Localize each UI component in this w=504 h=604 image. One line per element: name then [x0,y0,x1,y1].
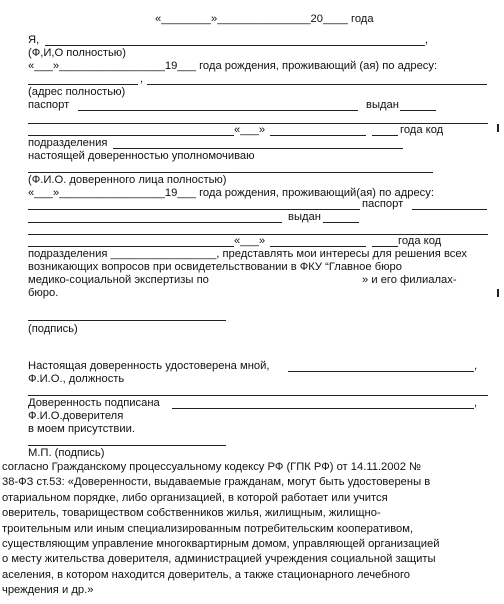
address-comma: , [140,73,144,85]
signature-line [28,320,226,321]
represent-text-4: бюро. [28,287,59,299]
issue-day: «___» [234,124,266,136]
signed-line [172,408,474,409]
proxy-issue-day: «___» [234,235,266,247]
edge-mark [497,289,499,297]
seal-line [28,445,226,446]
footnote: согласно Гражданскому процессуальному кодексу РФ (ГПК РФ) от 14.11.2002 № 38-ФЗ ст.53: «Доверенности, выдаваемые гражданам, могут быть удостоверены в отариальном порядке, либо организацией, в которой работает или учится оверитель, товариществом собственников жилья, жилищным, жилищно- троительным или иным специализированным потребительским кооперативом, существляющим управление многоквартирным домом, управляющей организацией о месту жительства доверителя, администрацией учреждения социальной защиты аселения, в котором находится доверитель, а также стационарного лечебного чреждения и др.» [2,461,440,597]
proxy-year-code-label: года код [398,235,442,247]
proxy-issued-pre-line [28,222,282,223]
year-code-label: года код [400,124,444,136]
issued-label: выдан [366,99,399,111]
proxy-issue-month-line [270,246,366,247]
proxy-issuer-line [28,246,234,247]
proxy-address-line [28,209,360,210]
position-label: Ф.И.О., должность [28,373,125,385]
issued-line [400,110,436,111]
division-line [113,148,403,149]
date-line: «________»_______________20____ года [155,13,374,25]
edge-mark [497,124,499,132]
represent-text-3: медико-социальной экспертизы по [28,274,209,286]
issue-year-line [372,135,398,136]
principal-label: Я, [28,34,40,46]
proxy-issued-label: выдан [288,211,321,223]
signed-label: Доверенность подписана [28,397,160,409]
principal-name-caption: (Ф,И,О полностью) [28,47,126,59]
proxy-passport-label: паспорт [362,198,404,210]
address-line-1a [28,84,138,85]
issue-month-line [270,135,366,136]
comma: , [425,34,429,46]
principal-birth-line: «___»_________________19___ года рождения, проживающий (ая) по адресу: [28,60,438,72]
signed-comma: , [474,397,478,409]
address-caption: (адрес полностью) [28,86,126,98]
represent-text-3b: » и его филиалах- [362,274,457,286]
principal-name-line [45,45,425,46]
address-line-1b [147,84,487,85]
position-line [28,395,488,396]
proxy-issue-year-line [372,246,398,247]
represent-text: подразделения _________________, представлять мои интересы для решения всех [28,248,467,260]
signature-caption: (подпись) [28,323,78,335]
proxy-birth-line: «___»_________________19___ года рождения, проживающий(ая) по адресу: [28,187,434,199]
presence-text: в моем присутствии. [28,423,135,435]
proxy-passport-line [412,209,487,210]
represent-text-2: возникающих вопросов при освидетельствовании в ФКУ “Главное бюро [28,261,402,273]
passport-label: паспорт [28,99,70,111]
issuer-line [28,135,234,136]
certified-comma: , [474,360,478,372]
proxy-name-line [28,172,433,173]
seal-caption: М.П. (подпись) [28,447,105,459]
passport-line [78,110,358,111]
certified-line [288,371,474,372]
authorize-text: настоящей доверенностью уполномочиваю [28,150,255,162]
proxy-issued-line [323,222,359,223]
division-label: подразделения [28,137,108,149]
certified-text: Настоящая доверенность удостоверена мной, [28,360,270,372]
principal-fio-label: Ф.И.О.доверителя [28,410,124,422]
proxy-name-caption: (Ф.И.О. доверенного лица полностью) [28,174,227,186]
